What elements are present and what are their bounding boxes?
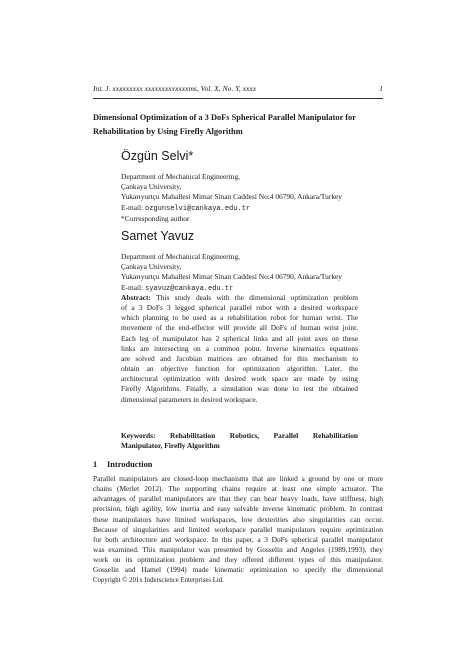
- body-line: chains (Merlet 2012). The supporting chains require at least one simple actuator. The: [93, 484, 383, 494]
- abstract-line: links are intersecting on a common point. Inverse kinematics equations: [121, 343, 358, 353]
- keywords: [121, 431, 358, 451]
- abstract-line: architectural optimization with desired work space are made by using: [121, 374, 358, 384]
- title-line: Dimensional Optimization of a 3 DoFs Spherical Parallel Manipulator for: [93, 113, 356, 122]
- affiliation-line: Yukarıyurtçu Mahallesi Mimar Sinan Caddesi No:4 06790, Ankara/Turkey: [121, 192, 343, 202]
- abstract-line: obtain an objective function for optimization algorithm. Later, the: [121, 364, 358, 374]
- author-email: E-mail: ozgunselvi@cankaya.edu.tr: [121, 202, 251, 213]
- affiliation-line: Department of Mechanical Engineering,: [121, 172, 241, 181]
- corresponding-author-note: *Corresponding author: [121, 213, 190, 223]
- copyright-footer: Copyright © 201x Inderscience Enterprises Ltd.: [93, 577, 224, 584]
- abstract-line: dimensional parameters in desired workspace.: [121, 394, 258, 404]
- section-title: Introduction: [107, 460, 153, 469]
- abstract-label: Abstract:: [121, 293, 151, 302]
- abstract-line: movement of the end-effector will provide all DoFs of human wrist joint.: [121, 323, 358, 333]
- author-email: E-mail: syavuz@cankaya.edu.tr: [121, 282, 234, 293]
- affiliation-line: Yukarıyurtçu Mahallesi Mimar Sinan Caddesi No:4 06790, Ankara/Turkey: [121, 272, 343, 282]
- author-affiliation: [121, 172, 342, 224]
- body-line: Parallel manipulators are closed-loop mechanisms that are linked a ground by one or more: [93, 474, 383, 483]
- abstract-line: Abstract: This study deals with the dimensional optimization problem: [121, 293, 358, 302]
- page-number: 1: [379, 84, 383, 93]
- abstract-line: are solved and Jacobian matrices are obtained for this mechanism to: [121, 353, 358, 363]
- body-line: precision, high agility, low inertia and easy solvable inverse kinematic problem. In contrast: [93, 504, 383, 514]
- body-line: Because of singularities and limited workspace parallel manipulators require optimization: [93, 524, 383, 534]
- title-line: Rehabilitation by Using Firefly Algorithm: [93, 127, 243, 136]
- body-line: work on its optimization problem and they offered different types of this manipulator.: [93, 555, 383, 565]
- affiliation-line: Department of Mechanical Engineering,: [121, 252, 241, 261]
- abstract-line: Firefly Algorithms. Finally, a simulation was done to test the obtained: [121, 384, 358, 394]
- abstract-line: which planning to be used as a rehabilitation robot for human wrist. The: [121, 313, 358, 323]
- header-rule: [93, 98, 383, 99]
- body-line: for both architecture and workspace. In this paper, a 3 DoFs spherical parallel manipulator: [93, 534, 383, 544]
- section-heading: [93, 460, 152, 469]
- body-line: was examined. This manipulator was presented by Gosselin and Angeles (1989,1993), they: [93, 545, 383, 555]
- abstract-line: Each leg of manipulator has 2 spherical links and all joint axes on these: [121, 333, 358, 343]
- abstract: [121, 293, 358, 405]
- body-line: advantages of parallel manipulators are that they can bear heavy loads, have stiffness, high: [93, 494, 383, 504]
- keywords-line: Keywords: Rehabilitation Robotics, Parallel Rehabilitation: [121, 431, 358, 440]
- author-name: Özgün Selvi*: [121, 149, 194, 163]
- abstract-line: of a 3 DoFs 3 legged spherical parallel robot with a desired workspace: [121, 303, 358, 313]
- paper-title: [93, 111, 383, 139]
- journal-citation: Int. J. xxxxxxxxx xxxxxxxxxxxxxms, Vol. X, No. Y, xxxx: [93, 84, 257, 93]
- affiliation-line: Çankaya University,: [121, 182, 182, 192]
- body-line: these manipulators have limited workspaces, low dexterities also singularities can occur.: [93, 514, 383, 524]
- body-line: Gosselin and Hamel (1994) made kinematic optimization to specify the dimensional: [93, 565, 383, 575]
- section-number: 1: [93, 460, 98, 469]
- author-affiliation: [121, 252, 342, 294]
- keywords-line: Manipulator, Firefly Algorithm: [121, 441, 220, 451]
- introduction-body: [93, 474, 383, 576]
- affiliation-line: Çankaya University,: [121, 262, 182, 272]
- author-name: Samet Yavuz: [121, 229, 195, 243]
